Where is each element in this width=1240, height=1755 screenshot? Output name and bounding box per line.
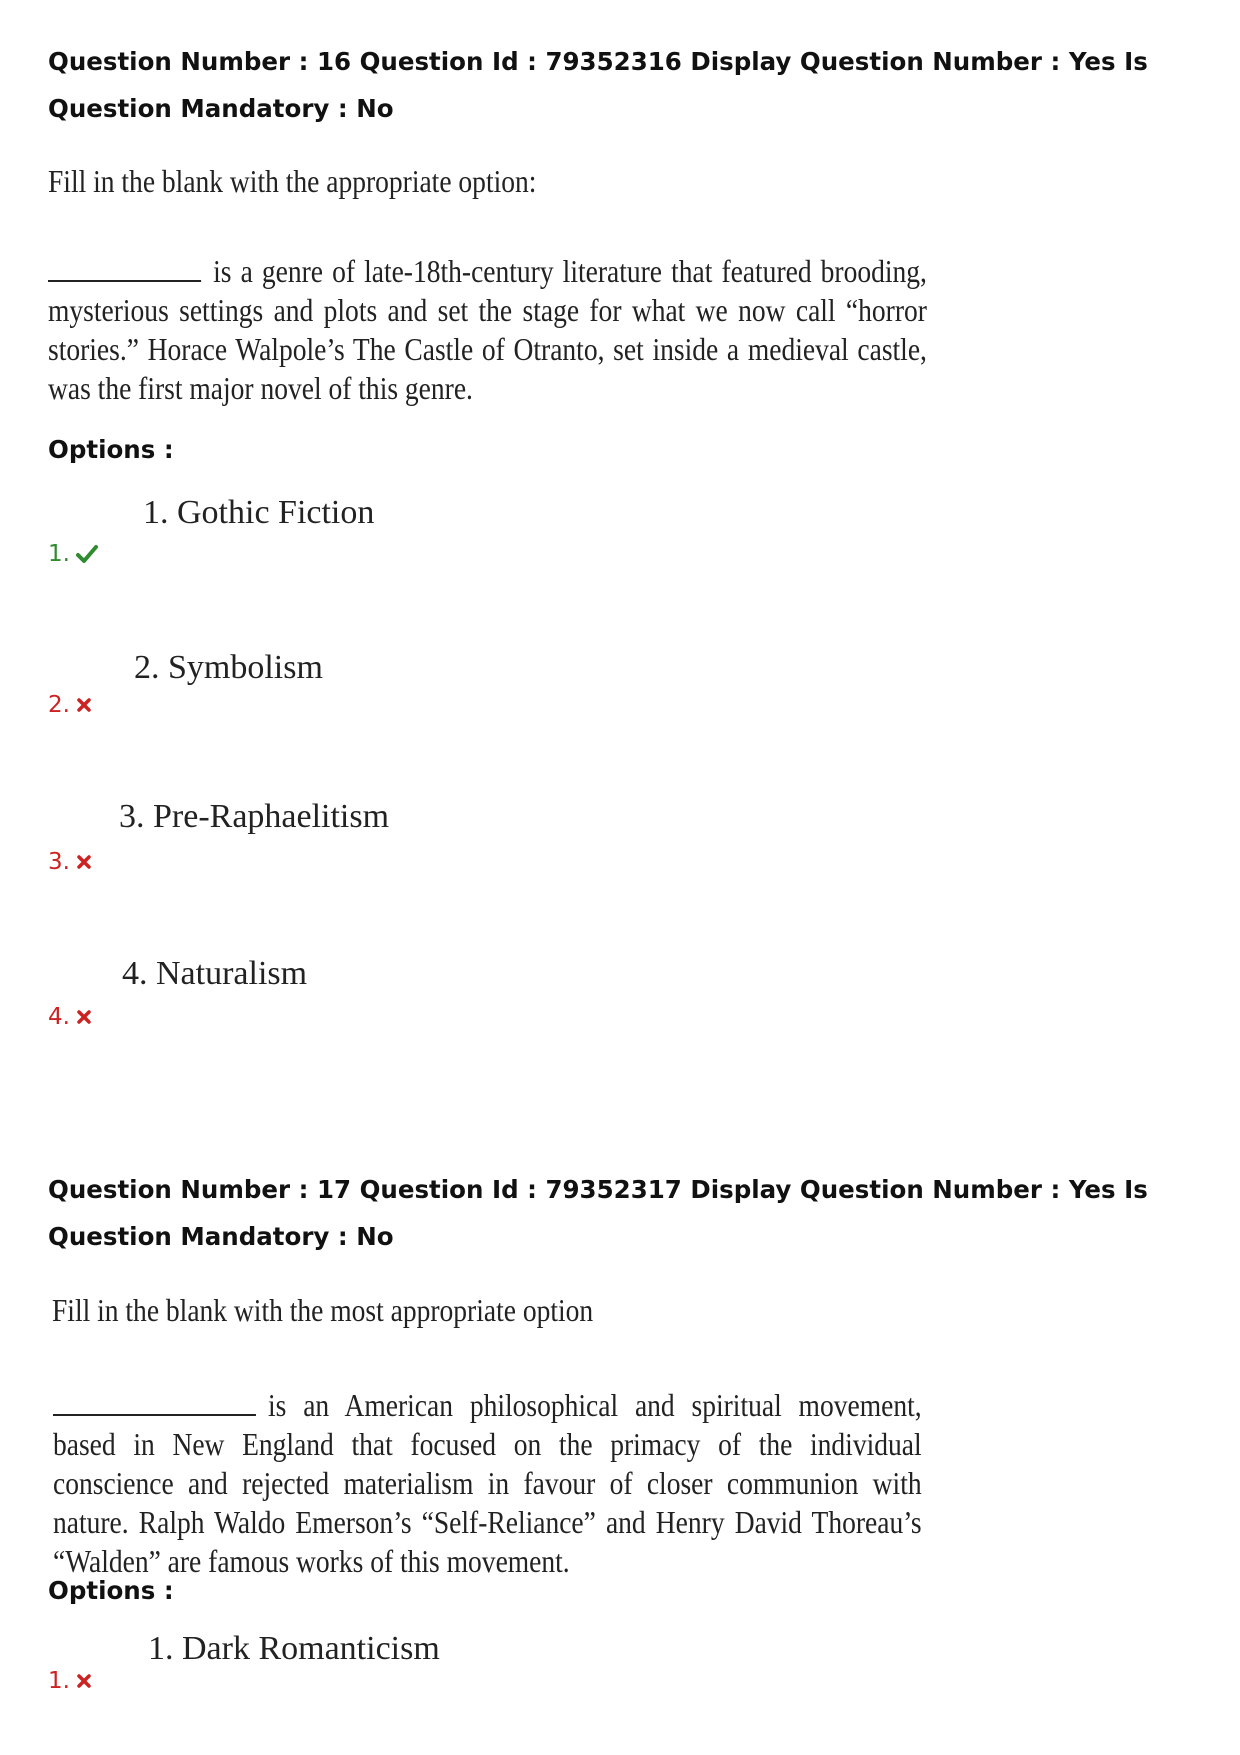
q16-option-2-number: 2. [48,692,70,718]
cross-icon [76,854,92,870]
q16-option-1-text: 1. Gothic Fiction [143,494,375,531]
question-17-instruction: Fill in the blank with the most appropriate option [52,1292,594,1328]
cross-icon [76,1009,92,1025]
check-icon [76,544,98,564]
q16-option-1-marker [48,541,98,567]
question-17-options-label: Options : [48,1576,174,1605]
q16-option-4-marker [48,1004,92,1030]
q16-option-2-marker [48,692,92,718]
question-16-body [48,250,927,408]
question-16-options-label: Options : [48,435,174,464]
question-17-meta: Question Number : 17 Question Id : 79352317 Display Question Number : Yes Is Question Mandatory : No [48,1175,1148,1251]
fill-blank [53,1384,256,1416]
question-17-body [53,1384,922,1581]
q16-option-3-marker [48,849,92,875]
q16-option-3-text: 3. Pre-Raphaelitism [119,798,390,835]
question-16-meta: Question Number : 16 Question Id : 79352316 Display Question Number : Yes Is Question Mandatory : No [48,47,1148,123]
q16-option-4-number: 4. [48,1004,70,1030]
q17-option-1-text: 1. Dark Romanticism [148,1630,440,1667]
q16-option-4-text: 4. Naturalism [122,955,308,992]
fill-blank [48,250,201,282]
q16-option-3-number: 3. [48,849,70,875]
q17-option-1-marker [48,1668,92,1694]
q16-option-1-number: 1. [48,541,70,567]
cross-icon [76,697,92,713]
q16-option-2-text: 2. Symbolism [134,649,323,686]
question-16-body-text: is a genre of late-18th-century literature that featured brooding, mysterious settings and plots and set the stage for what we now call “horror stories.” Horace Walpole’s The Castle of Otranto, set inside a medieval castle, was the first major novel of this genre. [48,253,927,406]
q17-option-1-number: 1. [48,1668,70,1694]
question-16-instruction: Fill in the blank with the appropriate option: [48,163,537,199]
cross-icon [76,1673,92,1689]
question-17-body-text: is an American philosophical and spiritual movement, based in New England that focused on the primacy of the individual conscience and rejected materialism in favour of closer communion with nature. Ralph Waldo Emerson’s “Self-Reliance” and Henry David Thoreau’s “Walden” are famous works of this movement. [53,1387,922,1579]
